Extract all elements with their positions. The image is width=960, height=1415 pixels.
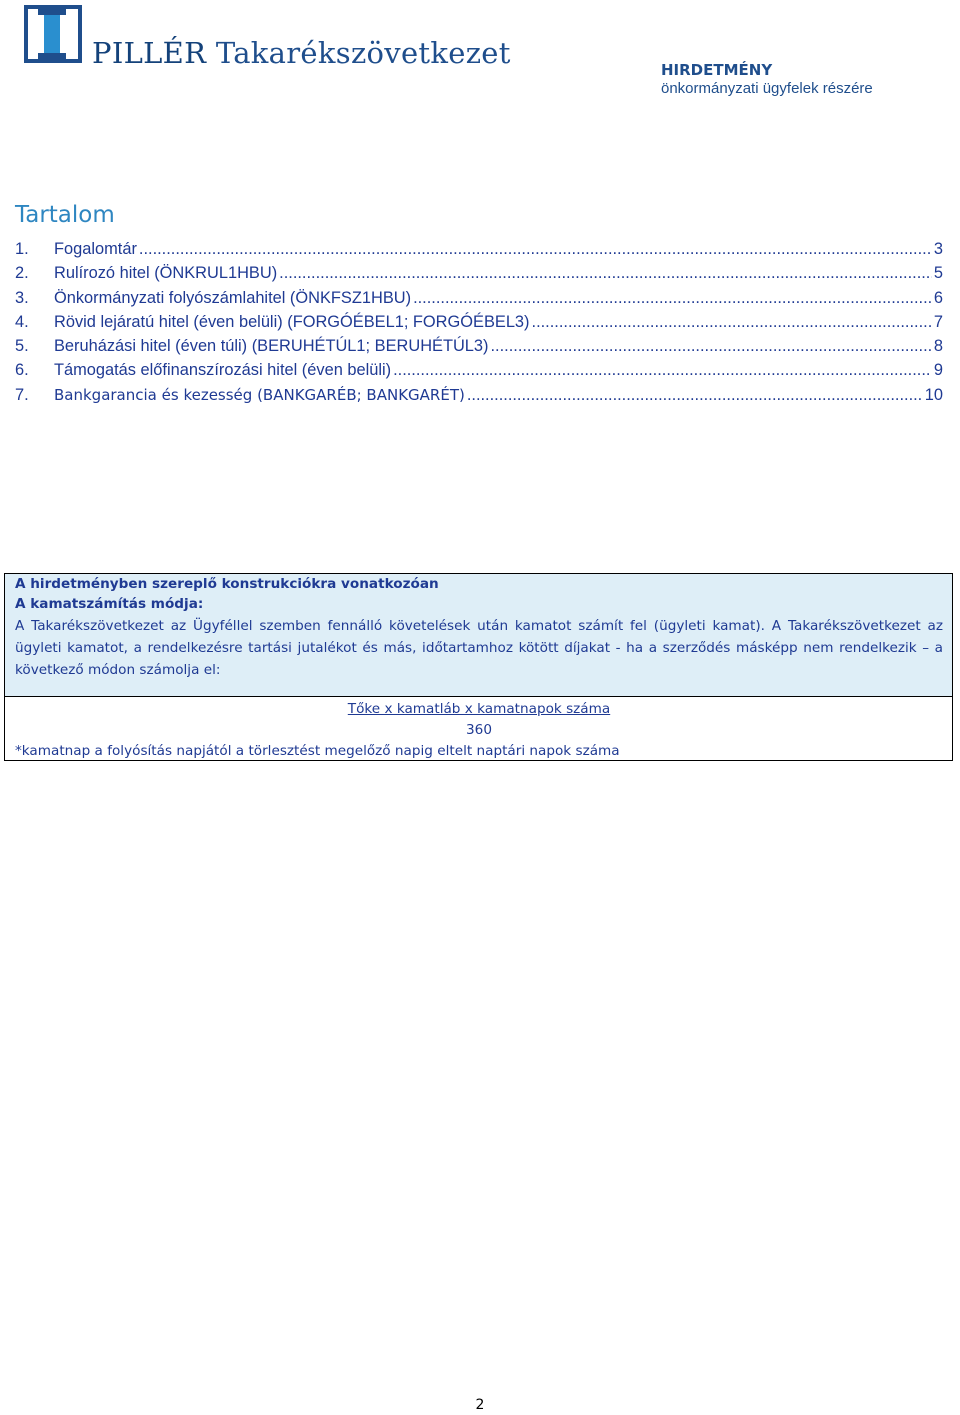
- notice-title: HIRDETMÉNY: [661, 61, 773, 79]
- toc-leader-dots: [467, 383, 923, 407]
- toc-entry-title: Fogalomtár: [54, 240, 137, 258]
- box-formula-section: [5, 697, 952, 760]
- table-of-contents: [15, 237, 943, 407]
- formula-denominator: 360: [466, 722, 492, 738]
- toc-entry-title: Önkormányzati folyószámlahitel (ÖNKFSZ1HBU): [54, 288, 412, 307]
- logo-wordmark: [92, 35, 511, 71]
- toc-leader-dots: [393, 358, 932, 382]
- page-number: 2: [475, 1397, 485, 1413]
- toc-entry-number: 1.: [15, 240, 29, 258]
- company-logo: [24, 5, 511, 71]
- logo-brand: PILLÉR: [92, 36, 207, 70]
- toc-entry-number: 4.: [15, 312, 29, 331]
- notice-header: [661, 61, 873, 98]
- pillar-logo-icon: [24, 5, 82, 63]
- toc-entry-page: 3: [933, 240, 943, 258]
- toc-entry[interactable]: [15, 310, 943, 334]
- toc-entry[interactable]: [15, 261, 943, 285]
- box-method-heading: A kamatszámítás módja:: [15, 596, 204, 612]
- logo-word: Takarékszövetkezet: [215, 36, 511, 70]
- box-paragraph: A Takarékszövetkezet az Ügyféllel szemben fennálló követelések után kamatot számít fel (ügyleti kamat). A Takarékszövetkezet az ügyleti kamatot, a rendelkezésre tartási jutalékot és más, időtartamhoz kötött díjakat - ha a szerződés másképp nem rendelkezik – a következő módon számolja el:: [15, 618, 943, 679]
- toc-leader-dots: [279, 261, 932, 285]
- toc-entry-number: 6.: [15, 361, 29, 380]
- formula-numerator: Tőke x kamatláb x kamatnapok száma: [347, 701, 611, 717]
- notice-subtitle: önkormányzati ügyfelek részére: [661, 80, 873, 97]
- box-intro-heading: A hirdetményben szereplő konstrukciókra vonatkozóan: [15, 576, 439, 592]
- toc-entry[interactable]: [15, 358, 943, 382]
- toc-leader-dots: [413, 286, 932, 310]
- toc-entry-page: 10: [924, 385, 943, 404]
- toc-entry[interactable]: [15, 334, 943, 358]
- box-header-section: [5, 574, 952, 697]
- toc-entry-title: Támogatás előfinanszírozási hitel (éven belüli): [54, 361, 392, 380]
- toc-entry-title: Beruházási hitel (éven túli) (BERUHÉTÚL1; BERUHÉTÚL3): [54, 337, 489, 356]
- toc-entry[interactable]: [15, 286, 943, 310]
- toc-entry-page: 9: [933, 361, 943, 380]
- toc-entry[interactable]: [15, 383, 943, 407]
- toc-leader-dots: [491, 334, 932, 358]
- toc-entry-number: 3.: [15, 288, 29, 307]
- toc-entry-title: Rövid lejáratú hitel (éven belüli) (FORGÓÉBEL1; FORGÓÉBEL3): [54, 312, 530, 331]
- toc-entry-page: 6: [933, 288, 943, 307]
- toc-entry-page: 7: [933, 312, 943, 331]
- toc-entry-number: 2.: [15, 264, 29, 283]
- toc-entry-page: 5: [933, 264, 943, 283]
- toc-leader-dots: [532, 310, 932, 334]
- toc-entry-number: 7.: [15, 385, 29, 404]
- toc-entry-title: Rulírozó hitel (ÖNKRUL1HBU): [54, 264, 278, 283]
- toc-heading: Tartalom: [15, 202, 115, 228]
- toc-entry-number: 5.: [15, 337, 29, 356]
- interest-calculation-box: [4, 573, 953, 761]
- formula-footnote: *kamatnap a folyósítás napjától a törlesztést megelőző napig eltelt naptári napok száma: [15, 743, 620, 759]
- toc-entry-title: Bankgarancia és kezesség (BANKGARÉB; BANKGARÉT): [54, 385, 465, 404]
- toc-entry-page: 8: [933, 337, 943, 356]
- toc-entry[interactable]: [15, 237, 943, 261]
- toc-leader-dots: [139, 237, 932, 261]
